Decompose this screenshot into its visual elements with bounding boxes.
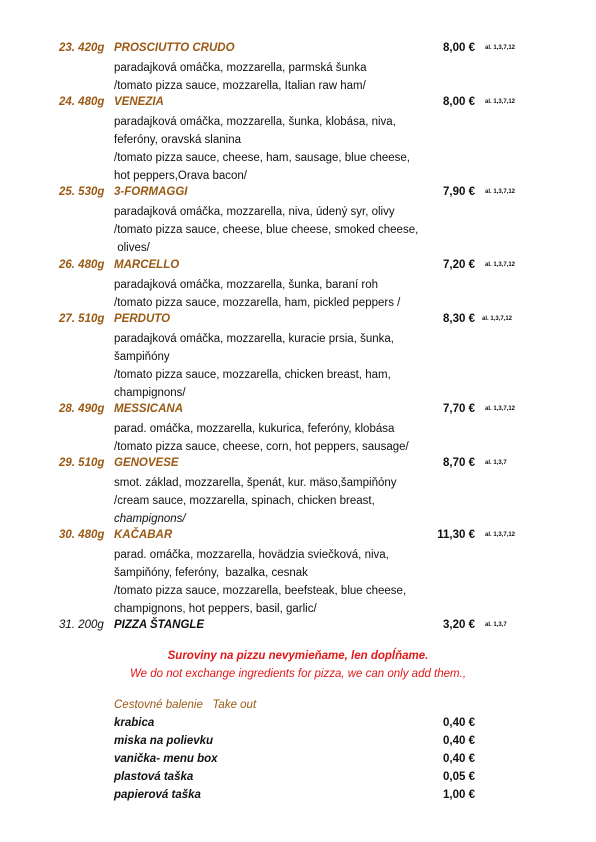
item-description-line: /tomato pizza sauce, mozzarella, ham, pickled peppers / — [114, 297, 401, 309]
menu-item-28 — [0, 402, 596, 453]
item-allergens: al. 1,3,7,12 — [485, 262, 516, 268]
menu-item-header — [0, 185, 596, 203]
item-number-weight: 29. 510g — [59, 457, 105, 469]
item-description-line: paradajková omáčka, mozzarella, niva, údený syr, olivy — [114, 206, 395, 218]
item-allergens: al. 1,3,7,12 — [482, 316, 513, 322]
menu-item-23 — [0, 41, 596, 92]
item-number-weight: 27. 510g — [59, 313, 105, 325]
packaging-price: 0,40 € — [443, 753, 475, 765]
item-description-line: paradajková omáčka, mozzarella, šunka, klobása, niva, — [114, 116, 396, 128]
menu-item-header — [0, 618, 596, 636]
item-description-line: smot. základ, mozzarella, špenát, kur. mäso,šampiňóny — [114, 477, 397, 489]
item-description-line: champignons, hot peppers, basil, garlic/ — [114, 603, 317, 615]
item-name: VENEZIA — [114, 96, 164, 108]
packaging-row — [0, 789, 596, 807]
item-number-weight: 30. 480g — [59, 529, 105, 541]
item-price: 11,30 € — [437, 529, 475, 541]
item-description-line: šampiňóny, feferóny, bazalka, cesnak — [114, 567, 308, 579]
item-price: 7,90 € — [443, 186, 475, 198]
item-number-weight: 28. 490g — [59, 403, 105, 415]
item-allergens: al. 1,3,7,12 — [485, 532, 516, 538]
packaging-row — [0, 771, 596, 789]
item-description-line: parad. omáčka, mozzarella, hovädzia sviečková, niva, — [114, 549, 389, 561]
packaging-price: 0,40 € — [443, 735, 475, 747]
item-price: 8,00 € — [443, 96, 475, 108]
item-name: KAČABAR — [114, 529, 173, 541]
item-description-line: /tomato pizza sauce, mozzarella, beefsteak, blue cheese, — [114, 585, 407, 597]
item-price: 7,70 € — [443, 403, 475, 415]
item-description-line: /tomato pizza sauce, mozzarella, chicken breast, ham, — [114, 369, 391, 381]
packaging-name: krabica — [114, 717, 155, 729]
item-name: GENOVESE — [114, 457, 179, 469]
item-description-line: /tomato pizza sauce, cheese, ham, sausage, blue cheese, — [114, 152, 410, 164]
menu-item-header — [0, 258, 596, 276]
item-description-line: /tomato pizza sauce, cheese, corn, hot peppers, sausage/ — [114, 441, 409, 453]
item-allergens: al. 1,3,7,12 — [485, 189, 516, 195]
menu-item-header — [0, 528, 596, 546]
item-number-weight: 25. 530g — [59, 186, 105, 198]
menu-item-header — [0, 402, 596, 420]
item-allergens: al. 1,3,7 — [485, 622, 507, 628]
menu-item-24 — [0, 95, 596, 182]
item-name: 3-FORMAGGI — [114, 186, 188, 198]
menu-item-29 — [0, 456, 596, 525]
packaging-name: papierová taška — [114, 789, 201, 801]
menu-item-30 — [0, 528, 596, 615]
packaging-price: 0,05 € — [443, 771, 475, 783]
notice-slovak: Suroviny na pizzu nevymieňame, len dopĺňame. — [167, 650, 429, 662]
item-name: PIZZA ŠTANGLE — [114, 619, 205, 631]
item-name: PERDUTO — [114, 313, 171, 325]
packaging-row — [0, 753, 596, 771]
item-allergens: al. 1,3,7,12 — [485, 406, 516, 412]
item-allergens: al. 1,3,7 — [485, 460, 507, 466]
menu-item-31 — [0, 618, 596, 636]
item-number-weight: 31. 200g — [59, 619, 104, 631]
item-price: 3,20 € — [443, 619, 475, 631]
item-description-line: /cream sauce, mozzarella, spinach, chicken breast, — [114, 495, 375, 507]
item-description-line: paradajková omáčka, mozzarella, parmská šunka — [114, 62, 367, 74]
item-description-line: šampiňóny — [114, 351, 170, 363]
item-name: MESSICANA — [114, 403, 184, 415]
packaging-name: miska na polievku — [114, 735, 214, 747]
item-description-line: feferóny, oravská slanina — [114, 134, 241, 146]
item-description-line: paradajková omáčka, mozzarella, kuracie prsia, šunka, — [114, 333, 394, 345]
packaging-price: 0,40 € — [443, 717, 475, 729]
item-description-line: /tomato pizza sauce, mozzarella, Italian raw ham/ — [114, 80, 366, 92]
item-allergens: al. 1,3,7,12 — [485, 45, 516, 51]
menu-item-25 — [0, 185, 596, 254]
menu-item-header — [0, 456, 596, 474]
item-description-line: parad. omáčka, mozzarella, kukurica, feferóny, klobása — [114, 423, 395, 435]
packaging-title: Cestovné balenie Take out — [114, 699, 257, 711]
item-description-line: hot peppers,Orava bacon/ — [114, 170, 247, 182]
item-description-line: champignons/ — [114, 513, 186, 525]
packaging-row — [0, 717, 596, 735]
menu-item-header — [0, 41, 596, 59]
item-number-weight: 24. 480g — [59, 96, 105, 108]
item-allergens: al. 1,3,7,12 — [485, 99, 516, 105]
packaging-price: 1,00 € — [443, 789, 475, 801]
item-description-line: champignons/ — [114, 387, 186, 399]
item-number-weight: 23. 420g — [59, 42, 105, 54]
menu-item-27 — [0, 312, 596, 399]
packaging-name: vanička- menu box — [114, 753, 218, 765]
packaging-row — [0, 735, 596, 753]
item-price: 7,20 € — [443, 259, 475, 271]
notice-english: We do not exchange ingredients for pizza, we can only add them., — [129, 668, 467, 680]
menu-item-header — [0, 312, 596, 330]
item-description-line: olives/ — [114, 242, 150, 254]
item-number-weight: 26. 480g — [59, 259, 105, 271]
item-name: MARCELLO — [114, 259, 180, 271]
item-name: PROSCIUTTO CRUDO — [114, 42, 235, 54]
packaging-name: plastová taška — [114, 771, 194, 783]
menu-item-26 — [0, 258, 596, 309]
item-description-line: /tomato pizza sauce, cheese, blue cheese, smoked cheese, — [114, 224, 419, 236]
item-description-line: paradajková omáčka, mozzarella, šunka, baraní roh — [114, 279, 379, 291]
menu-item-header — [0, 95, 596, 113]
item-price: 8,70 € — [443, 457, 475, 469]
item-price: 8,00 € — [443, 42, 475, 54]
item-price: 8,30 € — [443, 313, 475, 325]
